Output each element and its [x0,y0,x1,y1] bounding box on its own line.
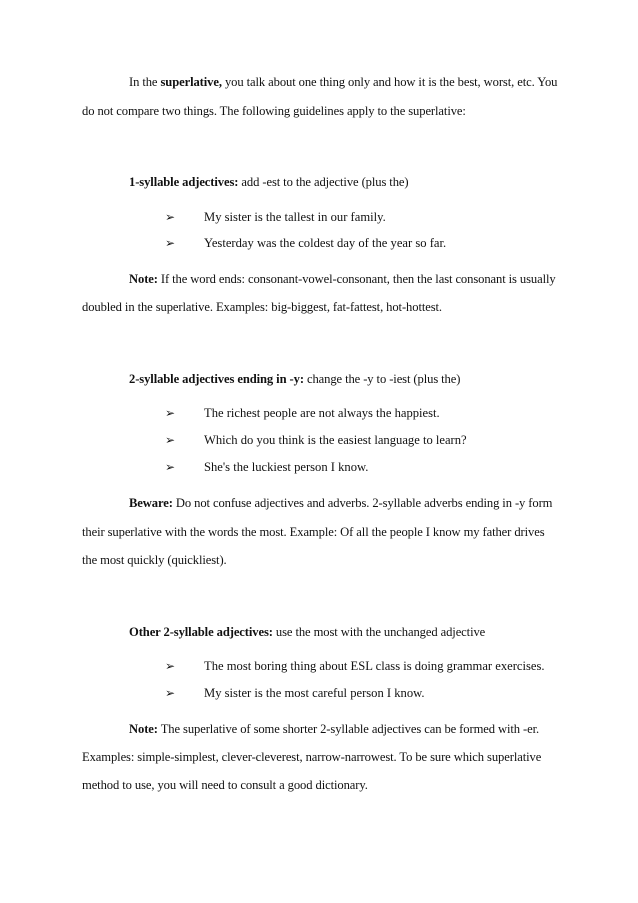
intro-text: In the [129,75,161,89]
section1-heading-bold: 1-syllable adjectives: [129,175,239,189]
section2-bullet-2: Which do you think is the easiest language to learn? [204,433,467,447]
section1-note-bold: Note: [129,272,158,286]
bullet-arrow-icon: ➢ [165,210,176,224]
bullet-arrow-icon: ➢ [165,236,176,250]
section3-note-bold: Note: [129,722,158,736]
section2-heading-text: change the -y to -iest (plus the) [303,372,461,386]
section2-heading-bold: 2-syllable adjectives ending in -y: [129,372,304,386]
section3-heading-text: use the most with the unchanged adjective [272,625,486,639]
section2-beware-text: Do not confuse adjectives and adverbs. 2-syllable adverbs ending in -y form [172,496,553,510]
section2-beware-line-3: the most quickly (quickliest). [82,553,227,567]
intro-line-1 [129,74,557,90]
section1-bullet-1: My sister is the tallest in our family. [204,210,386,224]
section3-note-line-1 [129,721,539,737]
intro-line-2: do not compare two things. The following guidelines apply to the superlative: [82,104,466,118]
section1-heading-text: add -est to the adjective (plus the) [238,175,409,189]
intro-text-rest: you talk about one thing only and how it is the best, worst, etc. You [221,75,558,89]
bullet-arrow-icon: ➢ [165,460,176,474]
bullet-arrow-icon: ➢ [165,659,176,673]
section2-heading [129,371,460,387]
section3-bullet-2: My sister is the most careful person I know. [204,686,425,700]
bullet-arrow-icon: ➢ [165,433,176,447]
section3-heading-bold: Other 2-syllable adjectives: [129,625,273,639]
section2-beware-line-2: their superlative with the words the most. Example: Of all the people I know my father drives [82,525,545,539]
section1-note-text: If the word ends: consonant-vowel-consonant, then the last consonant is usually [157,272,556,286]
bullet-arrow-icon: ➢ [165,406,176,420]
intro-bold-term: superlative, [160,75,222,89]
section3-heading [129,624,485,640]
bullet-arrow-icon: ➢ [165,686,176,700]
section1-heading [129,174,408,190]
section2-bullet-1: The richest people are not always the happiest. [204,406,440,420]
section3-bullet-1: The most boring thing about ESL class is doing grammar exercises. [204,659,545,673]
section1-note-line-2: doubled in the superlative. Examples: big-biggest, fat-fattest, hot-hottest. [82,300,442,314]
section3-note-text: The superlative of some shorter 2-syllable adjectives can be formed with -er. [157,722,540,736]
section3-note-line-2: Examples: simple-simplest, clever-cleverest, narrow-narrowest. To be sure which superlative [82,750,542,764]
section2-bullet-3: She's the luckiest person I know. [204,460,369,474]
section2-beware-line-1 [129,495,552,511]
section1-bullet-2: Yesterday was the coldest day of the year so far. [204,236,447,250]
section1-note-line-1 [129,271,556,287]
section3-note-line-3: method to use, you will need to consult a good dictionary. [82,778,368,792]
section2-beware-bold: Beware: [129,496,173,510]
